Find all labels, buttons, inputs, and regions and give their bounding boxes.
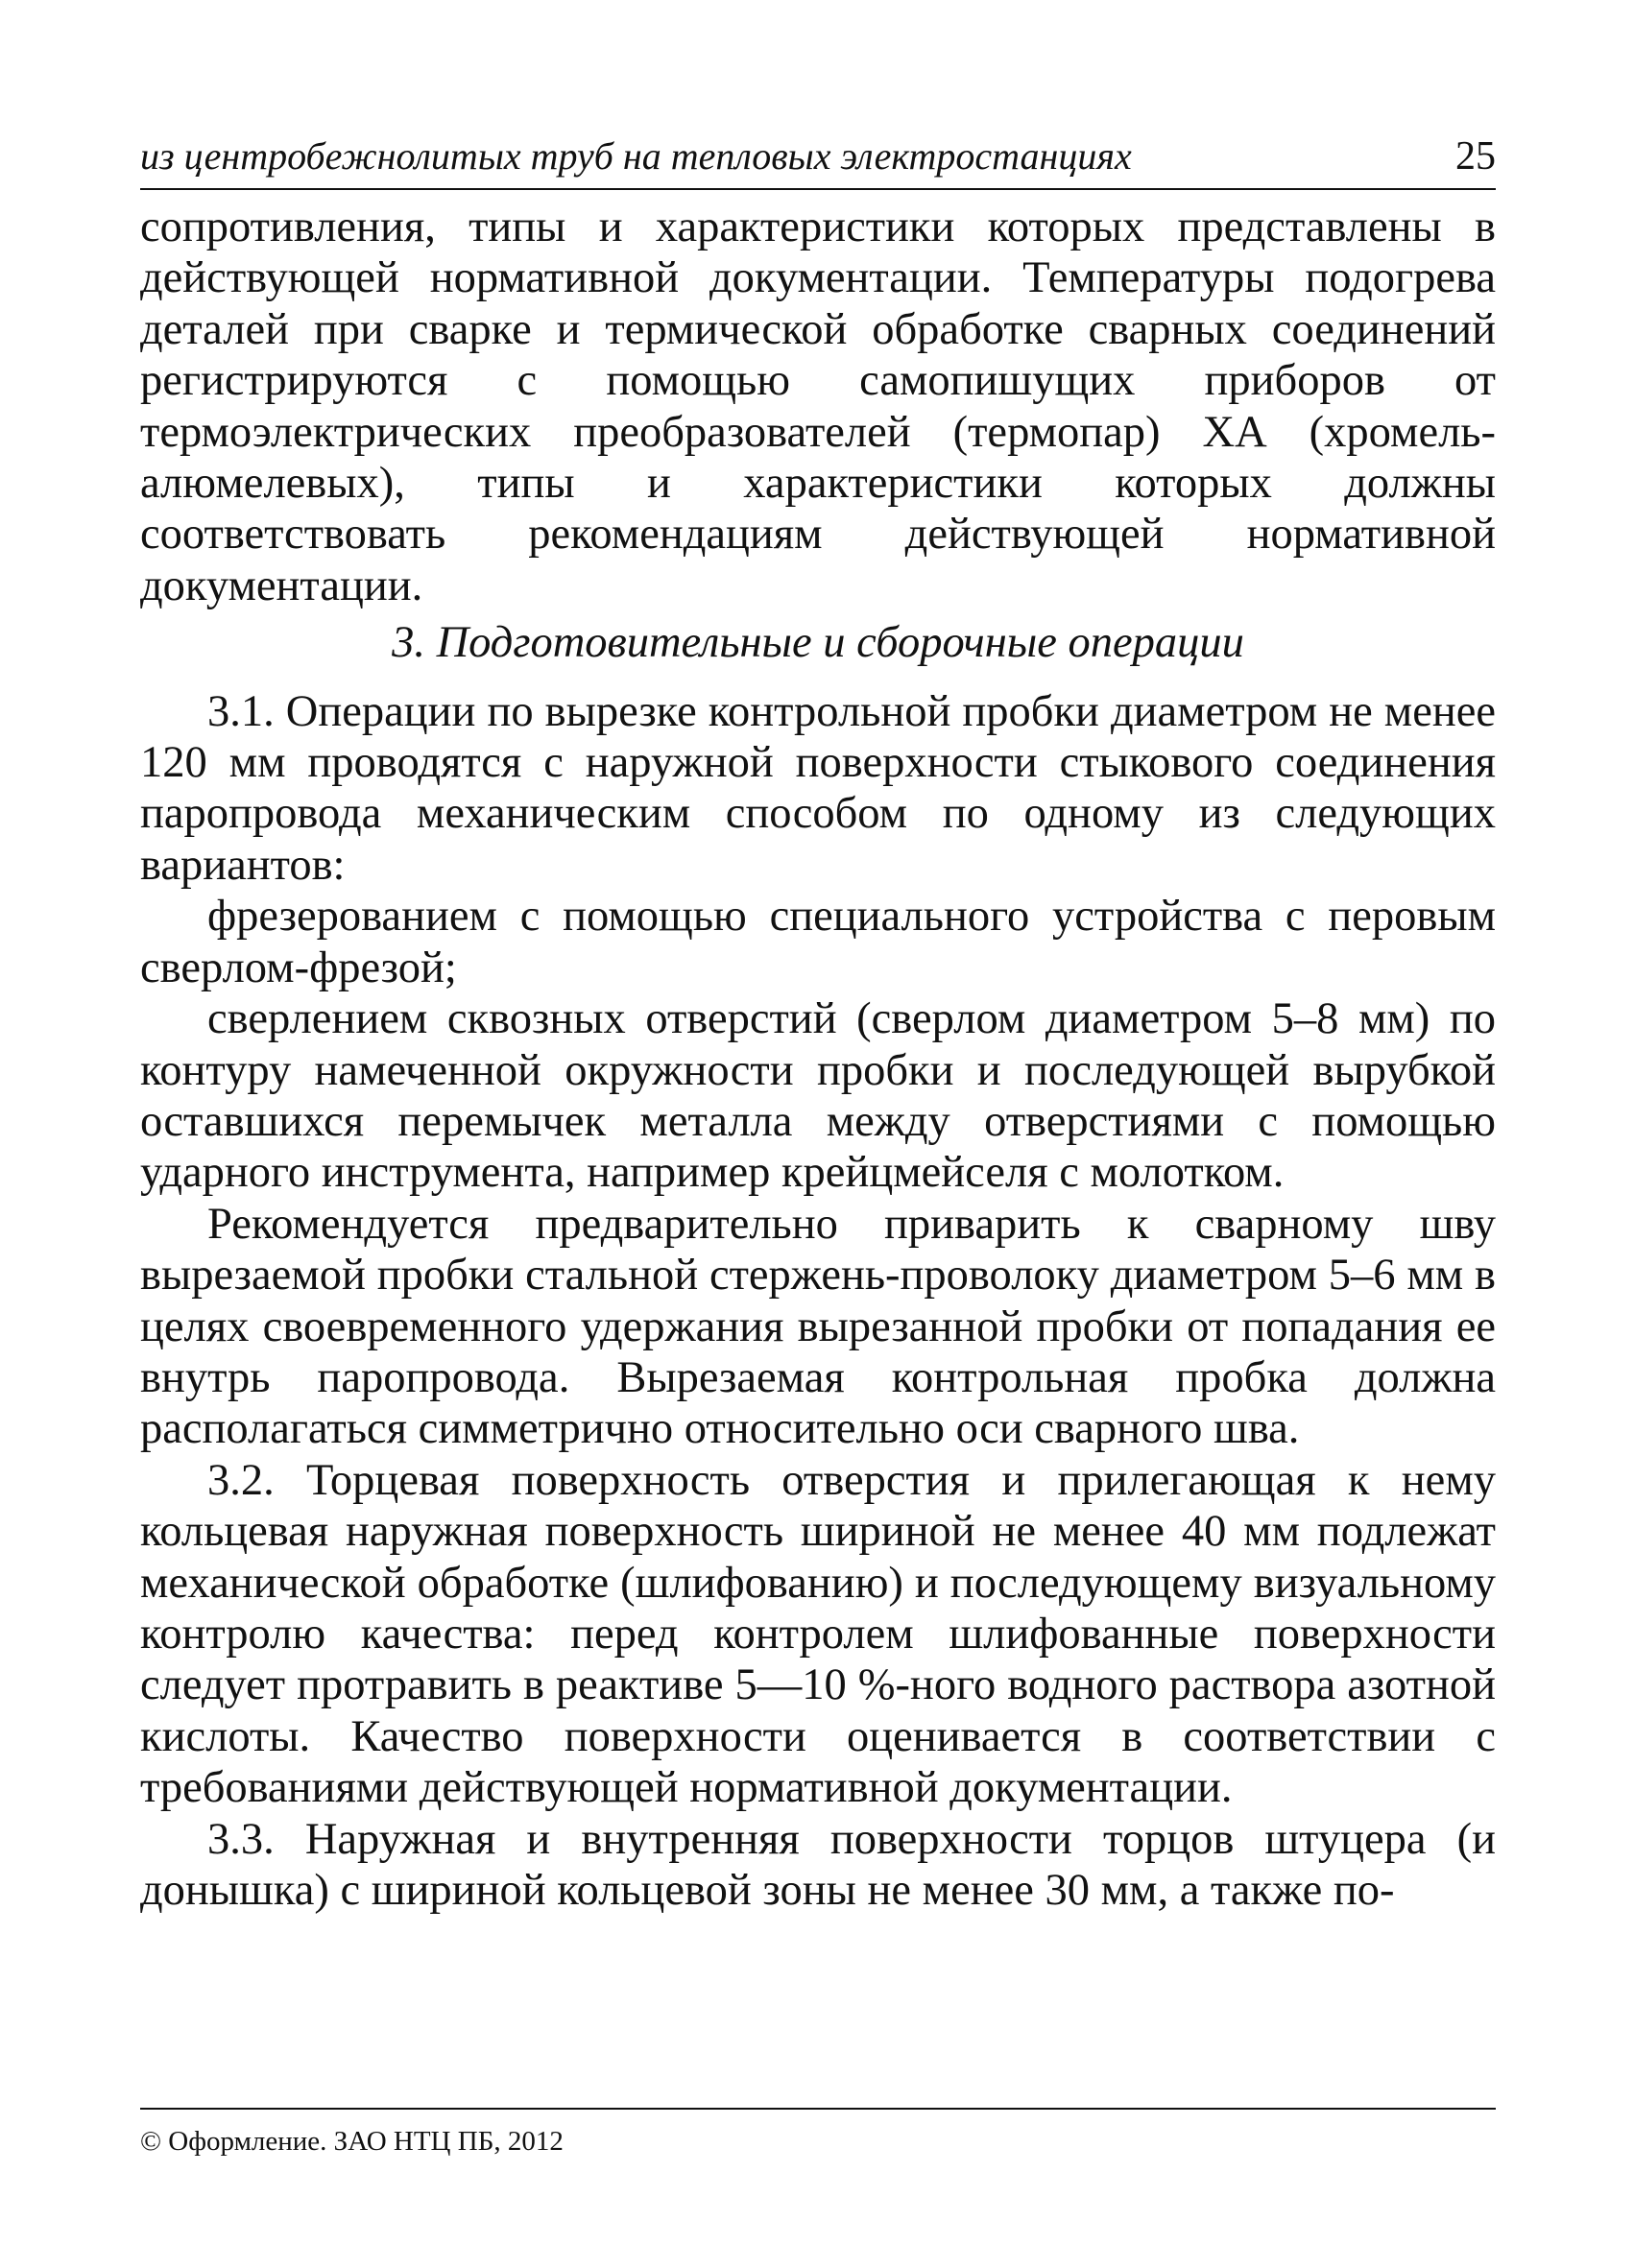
intro-paragraph: сопротивления, типы и характеристики которых представлены в действующей нормативной документации. Температуры подогрева деталей при сварке и термической обработке сварных соединений регистрируются с помощью самопишущих приборов от термоэлектрических преобразователей (термопар) ХА (хромель-алюмелевых), типы и характеристики которых должны соответствовать рекомендациям действующей нормативной документации. [140,203,1496,610]
paragraph-3-2: 3.2. Торцевая поверхность отверстия и прилегающая к нему кольцевая наружная поверхность шириной не менее 40 мм подлежат механической обработке (шлифованию) и последующему визуальному контролю качества: перед контролем шлифованные поверхности следует протравить в реактиве 5—10 %-ного водного раствора азотной кислоты. Качество поверхности оценивается в соответствии с требованиями действующей нормативной документации. [140,1455,1496,1813]
body-text [140,202,1496,1916]
document-page [140,0,1496,2268]
running-title: из центробежнолитых труб на тепловых электростанциях [140,134,1132,178]
footer-rule [140,2108,1496,2110]
section-heading: 3. Подготовительные и сборочные операции [392,618,1244,668]
paragraph-recommendation: Рекомендуется предварительно приварить к сварному шву вырезаемой пробки стальной стержень-проволоку диаметром 5–6 мм в целях своевременного удержания вырезанной пробки от попадания ее внутрь паропровода. Вырезаемая контрольная пробка должна располагаться симметрично относительно оси сварного шва. [140,1199,1496,1454]
page-number: 25 [1455,134,1496,179]
paragraph-3-3: 3.3. Наружная и внутренняя поверхности торцов штуцера (и донышка) с шириной кольцевой зоны не менее 30 мм, а также по- [140,1814,1496,1915]
paragraph-drilling-option: сверлением сквозных отверстий (сверлом диаметром 5–8 мм) по контуру намеченной окружности пробки и последующей вырубкой оставшихся перемычек металла между отверстиями с помощью ударного инструмента, например крейцмейселя с молотком. [140,994,1496,1198]
running-header [140,132,1496,190]
paragraph-3-1: 3.1. Операции по вырезке контрольной пробки диаметром не менее 120 мм проводятся с наружной поверхности стыкового соединения паропровода механическим способом по одному из следующих вариантов: [140,686,1496,890]
copyright-note: © Оформление. ЗАО НТЦ ПБ, 2012 [140,2126,564,2157]
paragraph-milling-option: фрезерованием с помощью специального устройства с перовым сверлом-фрезой; [140,892,1496,992]
